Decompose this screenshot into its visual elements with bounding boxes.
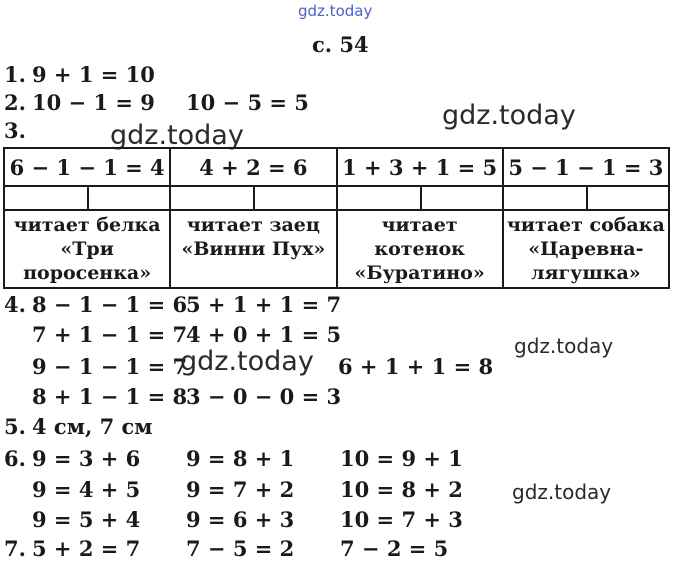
reader-line: котенок xyxy=(374,238,465,260)
task3-equation: 1 + 3 + 1 = 5 xyxy=(337,148,503,186)
reader-line: поросенка» xyxy=(23,262,152,284)
task6-col2-3: 9 = 6 + 3 xyxy=(186,507,295,532)
task3-equation: 4 + 2 = 6 xyxy=(170,148,336,186)
task2-answer-b: 10 − 5 = 5 xyxy=(186,90,309,115)
task7-answer-c: 7 − 2 = 5 xyxy=(340,536,449,561)
task4-left-4: 8 + 1 − 1 = 8 xyxy=(32,384,188,409)
reader-line: «Три xyxy=(60,238,114,260)
task3-reader-cell xyxy=(170,210,336,288)
task4-number: 4. xyxy=(4,292,26,317)
task4-right-1: 5 + 1 + 1 = 7 xyxy=(186,292,342,317)
task7-answer-a: 5 + 2 = 7 xyxy=(32,536,141,561)
watermark-middle: gdz.today xyxy=(180,346,314,377)
task2-number: 2. xyxy=(4,90,26,115)
task5-number: 5. xyxy=(4,414,26,439)
watermark-left: gdz.today xyxy=(110,120,244,151)
task4-right-4: 3 − 0 − 0 = 3 xyxy=(186,384,342,409)
task6-col1-1: 9 = 3 + 6 xyxy=(32,446,141,471)
reader-line: читает собака xyxy=(506,214,665,236)
task3-equation: 6 − 1 − 1 = 4 xyxy=(4,148,170,186)
task7-number: 7. xyxy=(4,536,26,561)
watermark-top: gdz.today xyxy=(298,2,373,20)
task6-col3-2: 10 = 8 + 2 xyxy=(340,477,463,502)
reader-line: читает заец xyxy=(186,214,320,236)
task3-table xyxy=(3,147,670,289)
task2-answer-a: 10 − 1 = 9 xyxy=(32,90,155,115)
task7-answer-b: 7 − 5 = 2 xyxy=(186,536,295,561)
reader-line: читает белка xyxy=(13,214,161,236)
task4-left-1: 8 − 1 − 1 = 6 xyxy=(32,292,188,317)
task1-answer: 9 + 1 = 10 xyxy=(32,62,155,87)
reader-line: «Буратино» xyxy=(354,262,485,284)
task3-number: 3. xyxy=(4,118,26,143)
task3-equation: 5 − 1 − 1 = 3 xyxy=(503,148,669,186)
watermark-right-mid: gdz.today xyxy=(514,334,614,358)
task6-col1-3: 9 = 5 + 4 xyxy=(32,507,141,532)
task6-number: 6. xyxy=(4,446,26,471)
task3-reader-cell xyxy=(4,210,170,288)
reader-line: «Царевна- xyxy=(528,238,644,260)
watermark-right-low: gdz.today xyxy=(512,480,612,504)
task4-right-3: 6 + 1 + 1 = 8 xyxy=(338,354,494,379)
reader-line: «Винни Пух» xyxy=(181,238,326,260)
connector xyxy=(337,186,503,210)
task6-col2-2: 9 = 7 + 2 xyxy=(186,477,295,502)
task4-right-2: 4 + 0 + 1 = 5 xyxy=(186,322,342,347)
connector xyxy=(4,186,170,210)
reader-line: читает xyxy=(381,214,458,236)
reader-line: лягушка» xyxy=(531,262,641,284)
task4-left-3: 9 − 1 − 1 = 7 xyxy=(32,354,188,379)
task6-col3-1: 10 = 9 + 1 xyxy=(340,446,463,471)
task4-left-2: 7 + 1 − 1 = 7 xyxy=(32,322,188,347)
task5-answer: 4 см, 7 см xyxy=(32,414,153,439)
task1-number: 1. xyxy=(4,62,26,87)
task6-col1-2: 9 = 4 + 5 xyxy=(32,477,141,502)
task3-reader-cell xyxy=(337,210,503,288)
connector xyxy=(503,186,669,210)
task6-col2-1: 9 = 8 + 1 xyxy=(186,446,295,471)
connector xyxy=(170,186,336,210)
page-label: с. 54 xyxy=(312,32,369,57)
watermark-right-large: gdz.today xyxy=(442,100,576,131)
task3-reader-cell xyxy=(503,210,669,288)
task6-col3-3: 10 = 7 + 3 xyxy=(340,507,463,532)
